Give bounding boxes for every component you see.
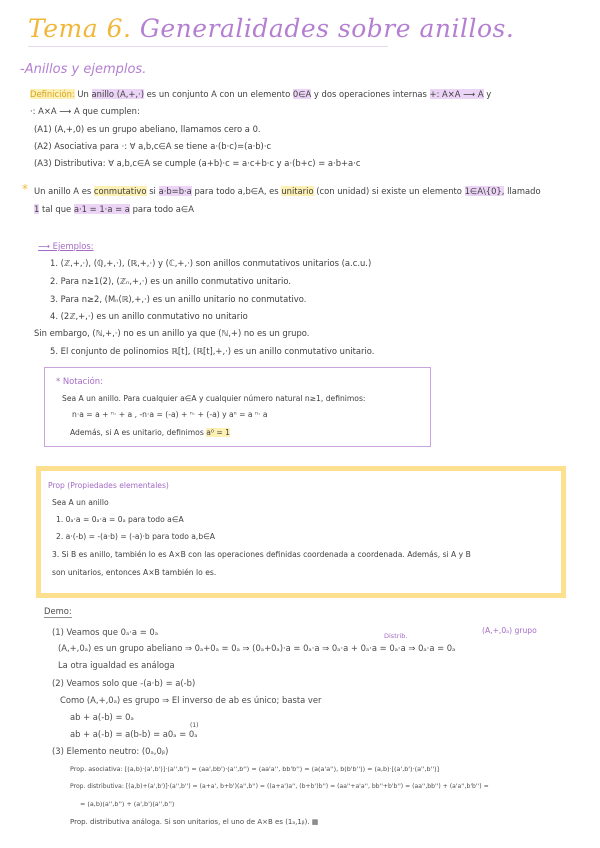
demo-margin-note-distrib: Distrib. (384, 632, 408, 640)
example-item: 2. Para n≥1(2), (ℤₙ,+,·) es un anillo conmutativo unitario. (50, 276, 292, 286)
demo-margin-note-group: (A,+,0ₐ) grupo (482, 626, 537, 635)
demo-line-9: Prop. asociativa: [(a,b)·(a',b')]·(a'',b'') = (aa',bb')·(a'',b'') = (aa'a'', bb'b'') = (a(a'a''), b(b'b'')) = (a,b)·[(a',b')·(a'',b'')] (70, 765, 440, 773)
axiom-a3: (A3) Distributiva: ∀ a,b,c∈A se cumple (a+b)·c = a·c+b·c y a·(b+c) = a·b+a·c (34, 158, 361, 168)
section-heading: -Anillos y ejemplos. (20, 62, 147, 77)
bullet-star: * (22, 182, 28, 196)
title-text: Generalidades sobre anillos. (139, 14, 515, 43)
demo-line-3: La otra igualdad es análoga (58, 660, 175, 670)
axiom-a1: (A1) (A,+,0) es un grupo abeliano, llamamos cero a 0. (34, 124, 261, 134)
demo-line-2: (A,+,0ₐ) es un grupo abeliano ⇒ 0ₐ+0ₐ = 0ₐ ⇒ (0ₐ+0ₐ)·a = 0ₐ·a ⇒ 0ₐ·a + 0ₐ·a = 0ₐ·a ⇒ 0ₐ·a = 0ₐ (58, 643, 456, 653)
page-title (28, 14, 514, 43)
demo-line-12: Prop. distributiva análoga. Si son unitarios, el uno de A×B es (1ₐ,1ᵦ). ▦ (70, 818, 319, 826)
definition-line-1: Definición: Un anillo (A,+,·) es un conjunto A con un elemento 0∈A y dos operaciones internas +: A×A ⟶ A y (30, 89, 492, 99)
notation-line-1: Sea A un anillo. Para cualquier a∈A y cualquier número natural n≥1, definimos: (62, 394, 366, 403)
commutative-line-2: 1 tal que a·1 = 1·a = a para todo a∈A (34, 204, 194, 214)
demo-line-7-note: (1) (190, 722, 199, 729)
example-item: 4. (2ℤ,+,·) es un anillo conmutativo no unitario (50, 311, 248, 321)
title-number: Tema 6. (28, 14, 132, 43)
demo-line-6: ab + a(-b) = 0ₐ (70, 712, 134, 722)
example-note: Sin embargo, (ℕ,+,·) no es un anillo ya que (ℕ,+) no es un grupo. (34, 328, 310, 338)
proposition-line-4: 3. Si B es anillo, también lo es A×B con las operaciones definidas coordenada a coordenada. Además, si A y B (52, 550, 471, 559)
notation-label: * Notación: (56, 376, 103, 386)
demo-line-4: (2) Veamos solo que -(a·b) = a(-b) (52, 678, 196, 688)
commutative-line-1: Un anillo A es conmutativo si a·b=b·a para todo a,b∈A, es unitario (con unidad) si existe un elemento 1∈A\{0}, llamado (34, 186, 541, 196)
definition-line-2: ·: A×A ⟶ A que cumplen: (30, 106, 140, 116)
proposition-line-2: 1. 0ₐ·a = 0ₐ·a = 0ₐ para todo a∈A (56, 515, 184, 524)
proposition-line-5: son unitarios, entonces A×B también lo es. (52, 568, 217, 577)
demo-line-10: Prop. distributiva: [(a,b)+(a',b')]·(a'',b'') = (a+a', b+b')(a'',b'') = ((a+a')a'', (b+b')b'') = (aa''+a'a'', bb''+b'b'') = (aa'',bb'') + (a'a'',b'b'') = (70, 783, 489, 790)
notation-line-3: Además, si A es unitario, definimos a⁰ = 1 (70, 428, 230, 437)
proposition-label: Prop (Propiedades elementales) (48, 481, 169, 490)
demo-label: Demo: (44, 606, 72, 616)
demo-line-8: (3) Elemento neutro: (0ₐ,0ᵦ) (52, 746, 169, 756)
title-divider (28, 46, 388, 47)
examples-heading: ⟶ Ejemplos: (38, 241, 94, 251)
demo-line-7: ab + a(-b) = a(b-b) = a0ₐ = 0ₐ (70, 729, 198, 739)
notation-line-2: n·a = a + ⁿ· + a , -n·a = (-a) + ⁿ· + (-a) y aⁿ = a ⁿ· a (72, 410, 268, 419)
example-item: 5. El conjunto de polinomios ℝ[t], (ℝ[t],+,·) es un anillo conmutativo unitario. (50, 346, 375, 356)
axiom-a2: (A2) Asociativa para ·: ∀ a,b,c∈A se tiene a·(b·c)=(a·b)·c (34, 141, 272, 151)
demo-line-11: = (a,b)(a'',b'') + (a',b')(a'',b'') (80, 800, 175, 808)
example-item: 3. Para n≥2, (Mₙ(ℝ),+,·) es un anillo unitario no conmutativo. (50, 294, 307, 304)
example-item: 1. (ℤ,+,·), (ℚ,+,·), (ℝ,+,·) y (ℂ,+,·) son anillos conmutativos unitarios (a.c.u.) (50, 258, 372, 268)
proposition-line-3: 2. a·(-b) = -(a·b) = (-a)·b para todo a,b∈A (56, 532, 215, 541)
demo-underline (44, 617, 72, 618)
demo-line-1: (1) Veamos que 0ₐ·a = 0ₐ (52, 627, 158, 637)
demo-line-5: Como (A,+,0ₐ) es grupo ⇒ El inverso de ab es único; basta ver (60, 695, 322, 705)
proposition-line-1: Sea A un anillo (52, 498, 109, 507)
